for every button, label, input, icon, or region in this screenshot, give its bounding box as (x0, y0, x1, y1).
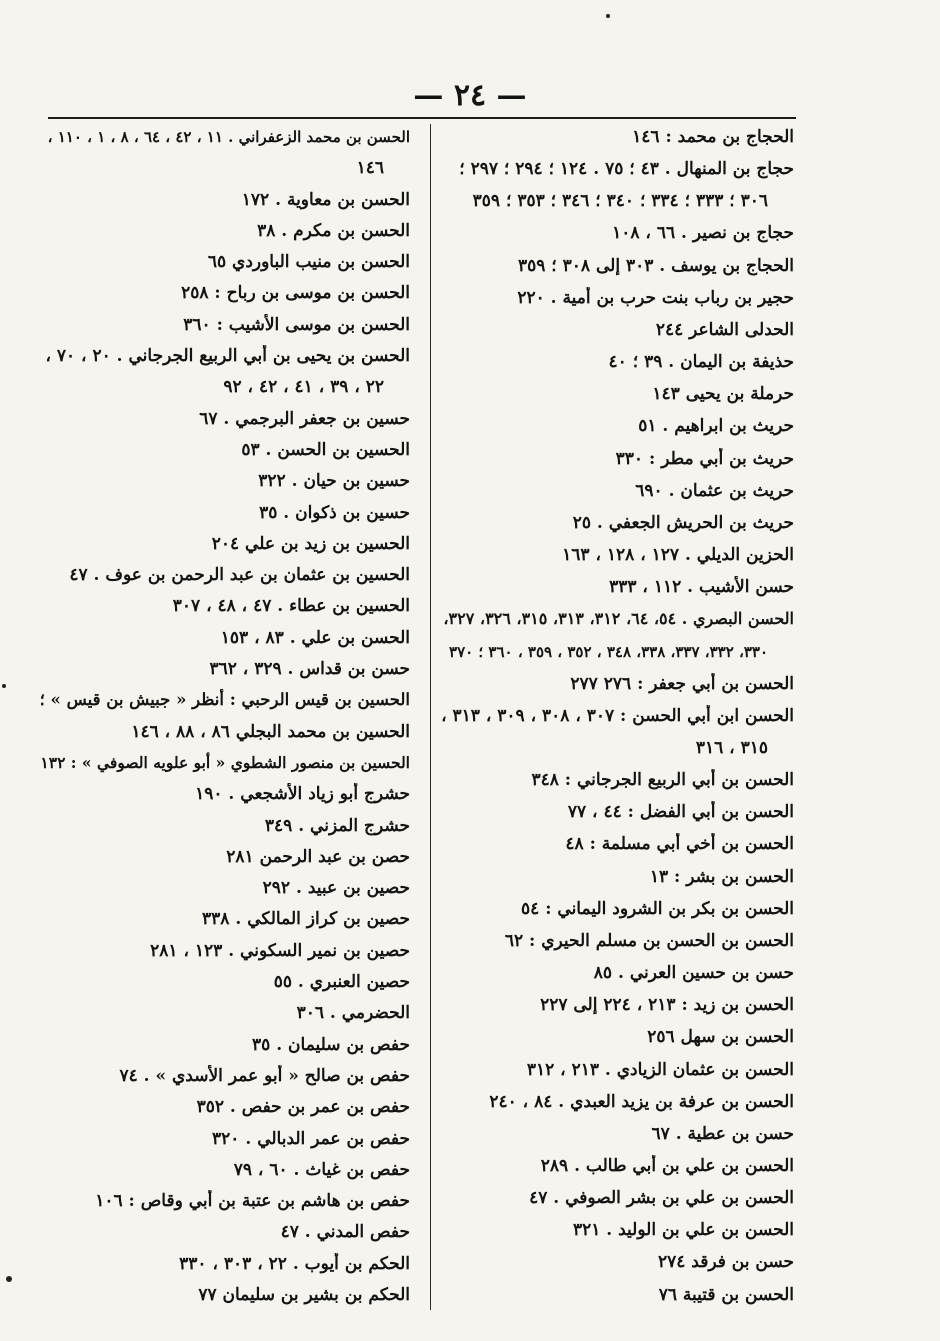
index-entry: الحسن بن الحسن بن مسلم الحيري : ٦٢ (504, 930, 794, 951)
index-entry: الحسن بن عرفة بن يزيد العبدي . ٨٤ ، ٢٤٠ (489, 1091, 794, 1112)
header-rule (48, 117, 796, 119)
index-entry: حفص بن عمر الدبالي . ٣٢٠ (212, 1128, 410, 1149)
index-entry: الحسن بن موسى بن رباح : ٢٥٨ (181, 283, 410, 304)
index-entry: ٣٠٦ ؛ ٣٣٣ ؛ ٣٣٤ ؛ ٣٤٠ ؛ ٣٤٦ ؛ ٣٥٣ ؛ ٣٥٩ (472, 191, 768, 212)
column-divider (430, 124, 431, 1310)
index-entry: حصين بن كراز المالكي . ٣٣٨ (202, 909, 410, 930)
index-entry: حسين بن ذكوان . ٣٥ (259, 502, 410, 523)
index-entry: الحسن بن أبي الربيع الجرجاني : ٣٤٨ (531, 770, 794, 791)
index-entry: الحزين الديلي . ١٢٧ ، ١٢٨ ، ١٦٣ (562, 545, 794, 566)
index-entry: حريث بن الحريش الجعفي . ٢٥ (572, 512, 794, 533)
index-entry: الحسن بن معاوية . ١٧٢ (241, 189, 410, 210)
index-entry: الحسن بن أبي جعفر : ٢٧٦ ٢٧٧ (570, 673, 794, 694)
index-entry: الحكم بن بشير بن سليمان ٧٧ (198, 1284, 410, 1305)
index-entry: الحسن بن موسى الأشيب : ٣٦٠ (183, 314, 410, 335)
index-entry: حصين العنبري . ٥٥ (273, 972, 410, 993)
index-column-left (38, 126, 410, 1306)
index-entry: حجاج بن نصير . ٦٦ ، ١٠٨ (612, 223, 794, 244)
index-entry: الحسن بن زيد : ٢١٣ ، ٢٢٤ إلى ٢٢٧ (540, 995, 794, 1016)
index-entry: الحسن بن علي بن الوليد . ٣٢١ (572, 1220, 794, 1241)
index-entry: الحسن بن بشر : ١٣ (649, 866, 794, 887)
index-entry: الحسن ابن أبي الحسن : ٣٠٧ ، ٣٠٨ ، ٣٠٩ ، ٣١٣ ، (441, 705, 794, 726)
index-entry: ٢٢ ، ٣٩ ، ٤١ ، ٤٢ ، ٩٢ (223, 377, 384, 398)
index-entry: الحسن بن علي . ٨٣ ، ١٥٣ (220, 627, 410, 648)
index-entry: الحسن بن أبي الفضل : ٤٤ ، ٧٧ (567, 802, 794, 823)
index-entry: حصين بن نمير السكوني . ١٢٣ ، ٢٨١ (150, 940, 410, 961)
index-entry: حسن بن قداس . ٣٢٩ ، ٣٦٢ (209, 659, 410, 680)
index-entry: الحدلى الشاعر ٢٤٤ (655, 319, 794, 340)
index-entry: حريث بن عثمان . ٦٩٠ (635, 480, 794, 501)
index-entry: الحسن بن عثمان الزيادي . ٢١٣ ، ٣١٢ (526, 1059, 794, 1080)
index-entry: الحجاج بن يوسف . ٣٠٣ إلى ٣٠٨ ؛ ٣٥٩ (517, 255, 794, 276)
index-entry: حسين بن حيان . ٣٢٢ (258, 471, 410, 492)
index-entry: الحسين بن منصور الشطوي « أبو علويه الصوفي » : ١٣٢ (40, 752, 410, 772)
index-entry: حسين بن جعفر البرجمي . ٦٧ (199, 408, 410, 429)
index-entry: حرملة بن يحيى ١٤٣ (652, 384, 794, 405)
index-entry: حجير بن رباب بنت حرب بن أمية . ٢٢٠ (517, 287, 794, 308)
index-entry: حفص بن صالح « أبو عمر الأسدي » . ٧٤ (119, 1065, 410, 1086)
index-entry: الحسن بن أخي أبي مسلمة : ٤٨ (565, 834, 794, 855)
index-entry: حريث بن ابراهيم . ٥١ (638, 416, 794, 437)
index-entry: حفص بن غياث . ٦٠ ، ٧٩ (233, 1159, 410, 1180)
index-entry: ٣٣٠، ٣٣٢، ٣٣٧، ٣٣٨، ٣٤٨ ، ٣٥٢ ، ٣٥٩ ، ٣٦٠ ؛ ٣٧٠ (449, 642, 768, 661)
index-entry: الحسين بن زيد بن علي ٢٠٤ (211, 533, 410, 554)
index-entry: حشرج المزني . ٣٤٩ (264, 815, 410, 836)
index-entry: ٣١٥ ، ٣١٦ (695, 737, 768, 758)
index-entry: الحسين بن عثمان بن عبد الرحمن بن عوف . ٤٧ (69, 565, 410, 586)
index-entry: الحكم بن أيوب . ٢٢ ، ٣٠٣ ، ٣٣٠ (179, 1253, 410, 1274)
scan-speck (606, 14, 610, 18)
index-entry: حفص بن سليمان . ٣٥ (252, 1034, 410, 1055)
index-entry: حسن الأشيب . ١١٢ ، ٣٣٣ (609, 577, 794, 598)
index-entry: حسن بن حسين العرني . ٨٥ (593, 963, 794, 984)
index-entry: الحسين بن عطاء . ٤٧ ، ٤٨ ، ٣٠٧ (172, 596, 410, 617)
index-entry: الحسن البصري . ٥٤، ٦٤، ٣١٢، ٣١٣، ٣١٥، ٣٢٦، ٣٢٧، (443, 609, 794, 629)
index-entry: حفص بن عمر بن حفص . ٣٥٢ (196, 1097, 410, 1118)
index-entry: الحضرمي . ٣٠٦ (296, 1003, 410, 1024)
index-entry: الحسن بن علي بن أبي طالب . ٢٨٩ (540, 1156, 794, 1176)
index-entry: حريث بن أبي مطر : ٣٣٠ (615, 448, 794, 469)
index-entry: الحجاج بن محمد : ١٤٦ (632, 127, 794, 147)
index-entry: الحسين بن الحسن . ٥٣ (241, 439, 410, 460)
index-entry: الحسن بن منيب الباوردي ٦٥ (207, 252, 410, 273)
index-entry: حذيفة بن اليمان . ٣٩ ؛ ٤٠ (608, 352, 794, 373)
index-entry: حفص المدني . ٤٧ (280, 1222, 410, 1243)
index-column-right (439, 126, 794, 1306)
index-entry: الحسين بن محمد البجلي ٨٦ ، ٨٨ ، ١٤٦ (131, 721, 410, 742)
index-entry: حصين بن عبيد . ٢٩٢ (262, 878, 410, 899)
index-entry: الحسن بن سهل ٢٥٦ (647, 1027, 794, 1048)
index-entry: الحسن بن بكر بن الشرود اليماني : ٥٤ (521, 898, 794, 919)
index-entry: حفص بن هاشم بن عتبة بن أبي وقاص : ١٠٦ (95, 1191, 410, 1212)
index-entry: الحسين بن قيس الرحبي : أنظر « جبيش بن قيس » ؛ (39, 690, 410, 710)
scan-speck (6, 1276, 12, 1282)
index-entry: حجاج بن المنهال . ٤٣ ؛ ٧٥ . ١٢٤ ؛ ٢٩٤ ؛ ٢٩٧ ؛ (459, 159, 794, 180)
page-number: — ٢٤ — (413, 78, 527, 113)
index-entry: حصن بن عبد الرحمن ٢٨١ (226, 846, 410, 867)
index-entry: حسن بن عطية . ٦٧ (651, 1123, 794, 1144)
index-entry: ١٤٦ (356, 158, 384, 179)
index-entry: الحسن بن قتيبة ٧٦ (658, 1284, 794, 1305)
index-entry: حسن بن فرقد ٢٧٤ (657, 1252, 794, 1273)
index-entry: الحسن بن علي بن بشر الصوفي . ٤٧ (529, 1188, 794, 1209)
index-entry: الحسن بن محمد الزعفراني . ١١ ، ٤٢ ، ٦٤ ، ٨ ، ١ ، ١١٠ ، (47, 128, 410, 146)
index-entry: الحسن بن مكرم . ٣٨ (257, 220, 410, 241)
scan-speck (2, 684, 6, 688)
index-entry: حشرج أبو زياد الأشجعي . ١٩٠ (195, 784, 410, 805)
index-entry: الحسن بن يحيى بن أبي الربيع الجرجاني . ٢٠ ، ٧٠ ، (45, 346, 410, 367)
